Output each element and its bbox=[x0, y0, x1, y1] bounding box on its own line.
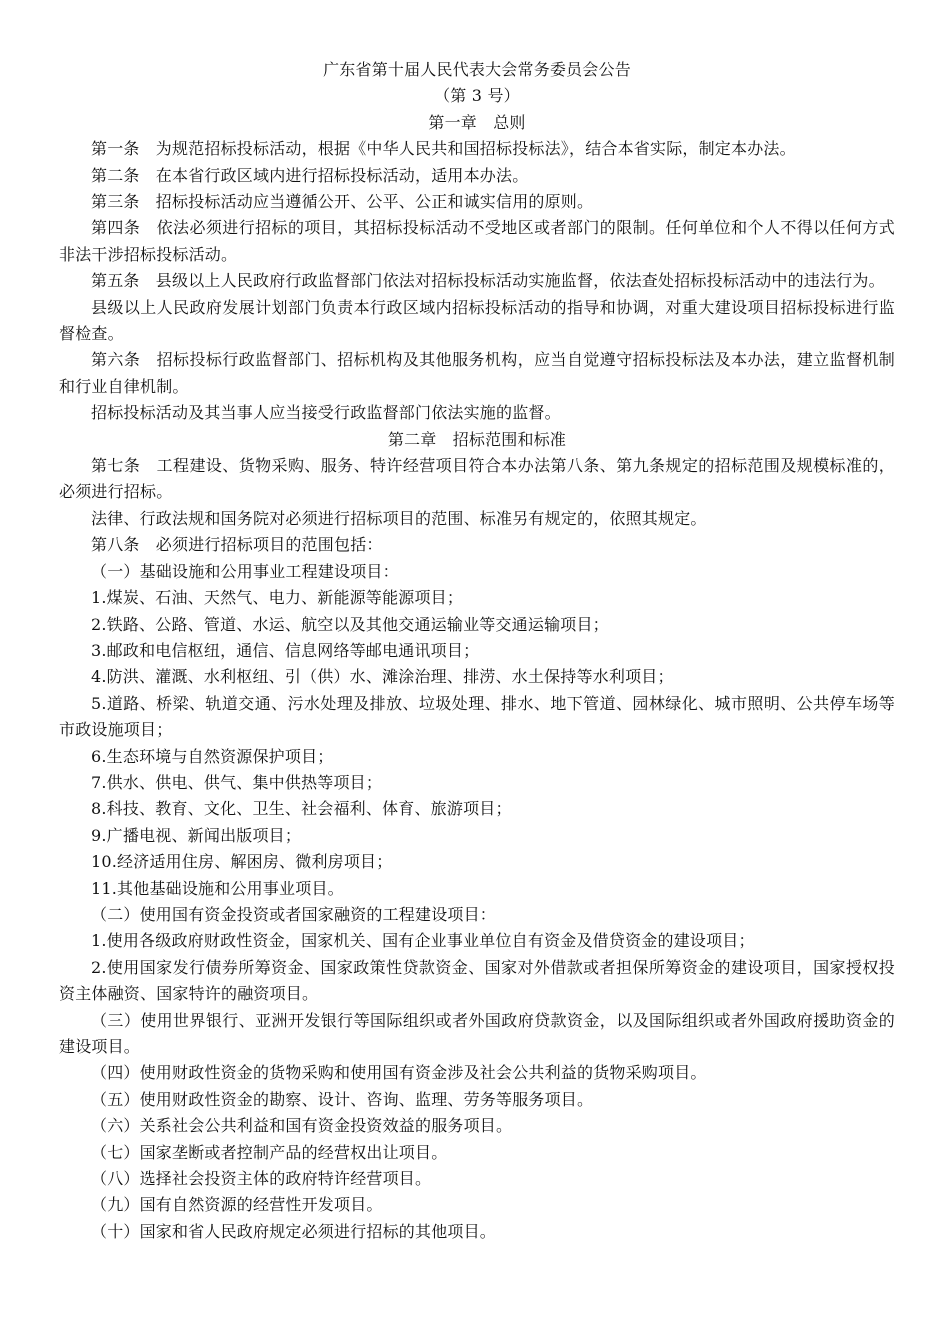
document-title: 广东省第十届人民代表大会常务委员会公告 bbox=[323, 60, 631, 79]
list-item: 8.科技、教育、文化、卫生、社会福利、体育、旅游项目； bbox=[91, 799, 512, 819]
chapter-heading-1: 第一章 总则 bbox=[428, 112, 526, 132]
article-4: 第四条 依法必须进行招标的项目，其招标投标活动不受地区或者部门的限制。任何单位和个人不得以任何方式非法干涉招标投标活动。 bbox=[59, 218, 895, 264]
article-5-paragraph-2: 县级以上人民政府发展计划部门负责本行政区域内招标投标活动的指导和协调，对重大建设项目招标投标进行监督检查。 bbox=[59, 297, 895, 344]
list-item: （六）关系社会公共利益和国有资金投资效益的服务项目。 bbox=[91, 1116, 513, 1136]
list-item: 9.广播电视、新闻出版项目； bbox=[91, 825, 302, 845]
list-item: （九）国有自然资源的经营性开发项目。 bbox=[91, 1195, 383, 1215]
article-2: 第二条 在本省行政区域内进行招标投标活动，适用本办法。 bbox=[91, 165, 529, 185]
article-6-paragraph-2: 招标投标活动及其当事人应当接受行政监督部门依法实施的监督。 bbox=[91, 403, 561, 423]
list-item: 5.道路、桥梁、轨道交通、污水处理及排放、垃圾处理、排水、地下管道、园林绿化、城市照明、公共停车场等市政设施项目； bbox=[59, 693, 895, 740]
chapter-heading-2: 第二章 招标范围和标准 bbox=[387, 429, 567, 449]
article-3: 第三条 招标投标活动应当遵循公开、公平、公正和诚实信用的原则。 bbox=[91, 192, 594, 212]
list-item: 3.邮政和电信枢纽，通信、信息网络等邮电通讯项目； bbox=[91, 640, 480, 660]
list-item: （三）使用世界银行、亚洲开发银行等国际组织或者外国政府贷款资金，以及国际组织或者外国政府援助资金的建设项目。 bbox=[59, 1010, 895, 1057]
list-item: 2.使用国家发行债券所筹资金、国家政策性贷款资金、国家对外借款或者担保所筹资金的建设项目，国家授权投资主体融资、国家特许的融资项目。 bbox=[59, 957, 895, 1004]
article-1: 第一条 为规范招标投标活动，根据《中华人民共和国招标投标法》，结合本省实际，制定本办法。 bbox=[91, 139, 796, 159]
announcement-number: （第 3 号） bbox=[434, 86, 520, 106]
article-7: 第七条 工程建设、货物采购、服务、特许经营项目符合本办法第八条、第九条规定的招标范围及规模标准的，必须进行招标。 bbox=[59, 456, 895, 502]
list-item: （四）使用财政性资金的货物采购和使用国有资金涉及社会公共利益的货物采购项目。 bbox=[91, 1063, 707, 1083]
article-6: 第六条 招标投标行政监督部门、招标机构及其他服务机构，应当自觉遵守招标投标法及本办法，建立监督机制和行业自律机制。 bbox=[59, 350, 895, 396]
list-item: 7.供水、供电、供气、集中供热等项目； bbox=[91, 772, 383, 792]
article-8: 第八条 必须进行招标项目的范围包括： bbox=[91, 535, 383, 555]
list-item: 2.铁路、公路、管道、水运、航空以及其他交通运输业等交通运输项目； bbox=[91, 614, 609, 634]
list-item: （二）使用国有资金投资或者国家融资的工程建设项目： bbox=[91, 904, 497, 924]
list-item: 10.经济适用住房、解困房、微利房项目； bbox=[91, 852, 393, 872]
list-item: 4.防洪、灌溉、水利枢纽、引（供）水、滩涂治理、排涝、水土保持等水利项目； bbox=[91, 667, 674, 687]
list-item: 1.煤炭、石油、天然气、电力、新能源等能源项目； bbox=[91, 588, 464, 608]
list-item: 1.使用各级政府财政性资金，国家机关、国有企业事业单位自有资金及借贷资金的建设项目； bbox=[91, 931, 755, 951]
document-body bbox=[59, 57, 895, 1245]
list-item: （一）基础设施和公用事业工程建设项目： bbox=[91, 561, 399, 581]
list-item: （七）国家垄断或者控制产品的经营权出让项目。 bbox=[91, 1142, 448, 1162]
list-item: （八）选择社会投资主体的政府特许经营项目。 bbox=[91, 1169, 432, 1189]
list-item: 11.其他基础设施和公用事业项目。 bbox=[91, 878, 344, 898]
article-7-paragraph-2: 法律、行政法规和国务院对必须进行招标项目的范围、标准另有规定的，依照其规定。 bbox=[91, 508, 707, 528]
list-item: （十）国家和省人民政府规定必须进行招标的其他项目。 bbox=[91, 1221, 497, 1241]
list-item: （五）使用财政性资金的勘察、设计、咨询、监理、劳务等服务项目。 bbox=[91, 1089, 594, 1109]
article-5: 第五条 县级以上人民政府行政监督部门依法对招标投标活动实施监督，依法查处招标投标活动中的违法行为。 bbox=[91, 271, 885, 291]
list-item: 6.生态环境与自然资源保护项目； bbox=[91, 746, 334, 766]
